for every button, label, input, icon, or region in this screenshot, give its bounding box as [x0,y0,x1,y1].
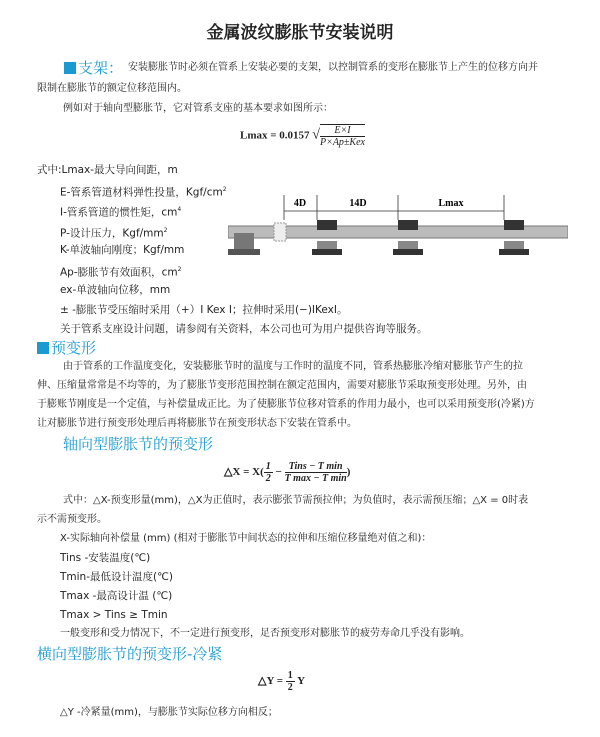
dim-4d: 4D [293,198,307,209]
support-note: 关于管系支座设计问题，请参阅有关资料，本公司也可为用户提供咨询等服务。 [60,323,428,335]
var-line: I-管系管道的惯性矩，$cm^4$ [60,206,182,219]
formula-denominator: P×Ap±Kex [319,137,365,148]
formula-lhs: Lmax = 0.0157 [240,129,310,142]
def-line: X-实际轴向补偿量 (mm) (相对于膨胀节中间状态的拉伸和压缩位移量绝对值之和)： [60,533,432,544]
dx-formula: △X = X( $\frac{1}{2}$ − Tins − T min T max − T min ) [224,461,351,484]
guide-support [398,220,418,230]
dim-lmax: Lmax [438,198,464,209]
anchor-support [234,233,254,249]
para-line: 伸、压缩量常常是不均等的，为了膨胀节变形范围控制在额定范围内，需要对膨胀节采取预变形处理。另外，由 [37,380,527,391]
square-bullet-icon [37,342,49,354]
def-line: Tmax > Tins ≥ Tmin [60,609,168,621]
dim-14d: 14D [349,198,367,209]
section-heading-predeformation: 预变形 [37,339,96,357]
var-line: K-单波轴向刚度；Kgf/mm [60,244,185,256]
square-bullet-icon [64,62,76,74]
var-line: P-设计压力，Kgf/$mm^2$ [60,227,168,240]
var-line: Ap-膨胀节有效面积，$cm^2$ [60,266,182,279]
support-intro-cont: 限制在膨胀节的额定位移范围内。 [37,83,187,94]
dy-formula: △Y = $\frac{1}{2}$ Y [258,670,306,693]
page-title: 金属波纹膨胀节安装说明 [206,23,394,43]
support-intro: 安装膨胀节时必须在管系上安装必要的支架，以控制管系的变形在膨胀节上产生的位移方向并 [128,62,538,73]
support-diagram [228,195,568,270]
guide-support [317,220,337,230]
def-line: Tins -安装温度(℃) [60,552,151,564]
section-heading-support [64,59,123,77]
bellows [274,223,286,241]
para-line: 让对膨胀节进行预变形处理后再将膨胀节在预变形状态下安装在管系中。 [37,418,357,429]
def-line: 一般变形和受力情况下，不一定进行预变形，足否预变形对膨胀节的疲劳寿命几乎没有影响。 [60,628,470,639]
var-line: ex-单波轴向位移，mm [60,284,171,296]
para-line: 由于管系的工作温度变化，安装膨胀节时的温度与工作时的温度不同，管系热膨胀冷缩对膨胀节产生的拉 [63,361,523,372]
support-example: 例如对于轴向型膨胀节，它对管系支座的基本要求如图所示： [63,103,333,114]
where-dx: 式中：△X-预变形量(mm)，△X为正值时，表示膨张节需预拉伸；为负值时，表示需预压缩；△X = 0时表 [63,495,529,506]
var-line: E-管系管道材料弹性投量，Kgf/$cm^2$ [60,186,227,199]
section-heading-axial: 轴向型膨胀节的预变形 [63,435,214,453]
dy-definition: △Y -冷紧量(mm)，与膨胀节实际位移方向相反； [60,707,278,718]
formula-numerator: E×I [320,125,365,137]
para-line: 于膨账节刚度是一个定值，与补偿量成正比。为了使膨胀节位移对管系的作用力最小，也可以采用预变形(冷紧)方 [37,399,535,410]
where-lmax: 式中:Lmax-最大导向间距，m [37,164,178,176]
heading-text: 支架： [78,59,124,77]
def-line: Tmax -最高设计温 (℃) [60,590,173,602]
lmax-formula: Lmax = 0.0157 √ E×I P×Ap±Kex [240,125,365,148]
section-heading-lateral: 横向型膨胀节的预变形-冷紧 [37,645,223,663]
var-line: ± -膨胀节受压缩时采用（+）I Kex I；拉伸时采用(−)IKexI。 [60,304,348,316]
def-line: Tmin-最低设计温度(℃) [60,571,173,583]
guide-support [504,220,524,230]
where-dx-cont: 示不需预变形。 [37,514,107,525]
